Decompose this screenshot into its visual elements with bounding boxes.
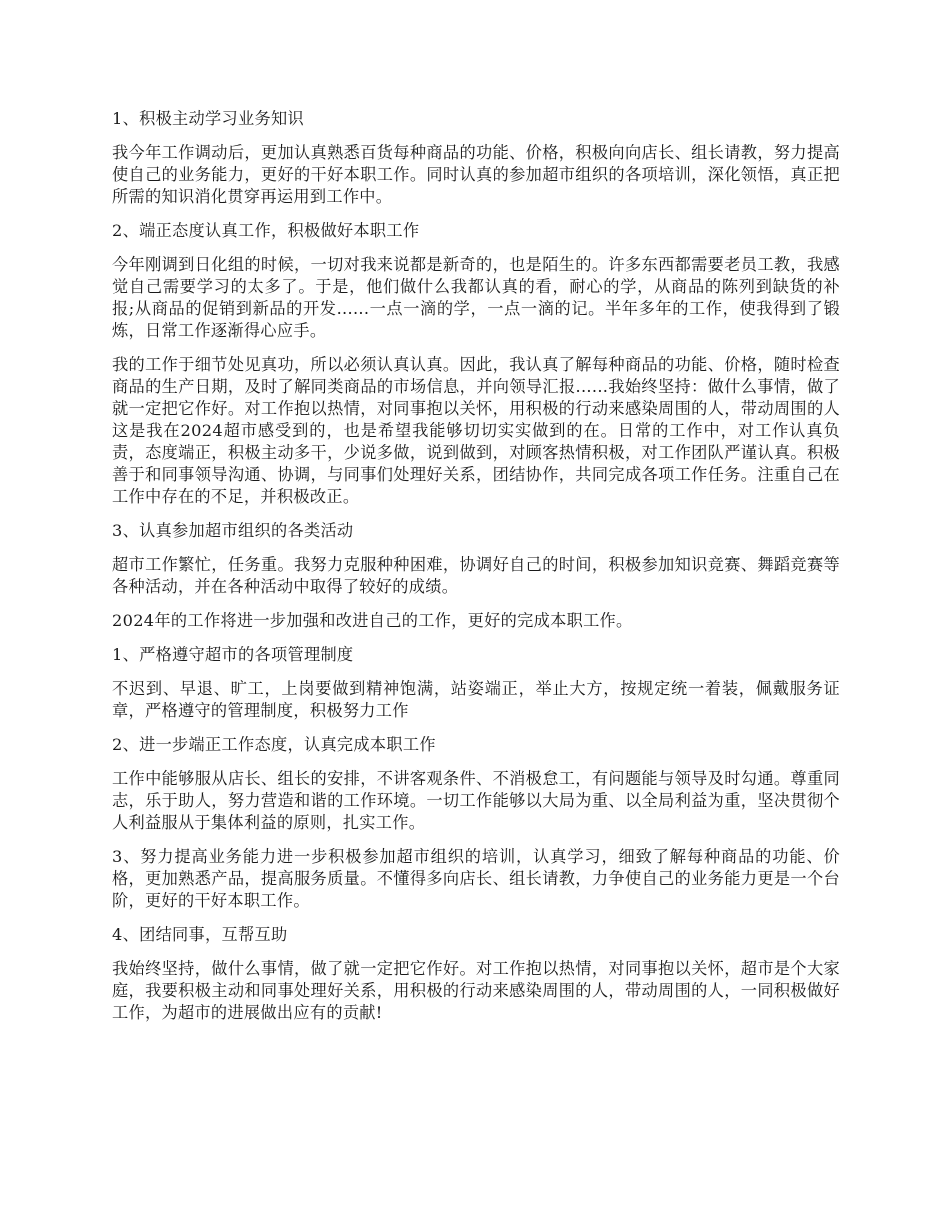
paragraph-1: 我今年工作调动后，更加认真熟悉百货每种商品的功能、价格，积极向向店长、组长请教，努力提高使自己的业务能力，更好的干好本职工作。同时认真的参加超市组织的各项培训，深化领悟，真正把所需的知识消化贯穿再运用到工作中。 bbox=[112, 143, 840, 206]
paragraph-4: 超市工作繁忙，任务重。我努力克服种种困难，协调好自己的时间，积极参加知识竞赛、舞蹈竞赛等各种活动，并在各种活动中取得了较好的成绩。 bbox=[112, 555, 840, 596]
paragraph-8: 3、努力提高业务能力进一步积极参加超市组织的培训，认真学习，细致了解每种商品的功能、价格，更加熟悉产品，提高服务质量。不懂得多向店长、组长请教，力争使自己的业务能力更是一个台阶，更好的干好本职工作。 bbox=[112, 847, 840, 910]
section-heading-2: 2、端正态度认真工作，积极做好本职工作 bbox=[112, 221, 420, 240]
section-heading-1: 1、积极主动学习业务知识 bbox=[112, 109, 304, 128]
plan-heading-4: 4、团结同事，互帮互助 bbox=[112, 925, 288, 944]
section-heading-3: 3、认真参加超市组织的各类活动 bbox=[112, 521, 354, 540]
paragraph-2: 今年刚调到日化组的时候，一切对我来说都是新奇的，也是陌生的。许多东西都需要老员工教，我感觉自己需要学习的太多了。于是，他们做什么我都认真的看，耐心的学，从商品的陈列到缺货的补报;从商品的促销到新品的开发......一点一滴的学，一点一滴的记。半年多年的工作，使我得到了锻炼，日常工作逐渐得心应手。 bbox=[112, 255, 840, 340]
document-body bbox=[112, 108, 840, 1036]
paragraph-9: 我始终坚持，做什么事情，做了就一定把它作好。对工作抱以热情，对同事抱以关怀，超市是个大家庭，我要积极主动和同事处理好关系，用积极的行动来感染周围的人，带动周围的人，一同积极做好工作，为超市的进展做出应有的贡献! bbox=[112, 959, 840, 1022]
paragraph-6: 不迟到、早退、旷工，上岗要做到精神饱满，站姿端正，举止大方，按规定统一着装，佩戴服务证章，严格遵守的管理制度，积极努力工作 bbox=[112, 679, 840, 720]
paragraph-5: 2024年的工作将进一步加强和改进自己的工作，更好的完成本职工作。 bbox=[112, 611, 633, 630]
plan-heading-2: 2、进一步端正工作态度，认真完成本职工作 bbox=[112, 735, 436, 754]
paragraph-7: 工作中能够服从店长、组长的安排，不讲客观条件、不消极怠工，有问题能与领导及时勾通。尊重同志，乐于助人，努力营造和谐的工作环境。一切工作能够以大局为重、以全局利益为重，坚决贯彻个人利益服从于集体利益的原则，扎实工作。 bbox=[112, 769, 840, 832]
plan-heading-1: 1、严格遵守超市的各项管理制度 bbox=[112, 645, 354, 664]
paragraph-3: 我的工作于细节处见真功，所以必须认真认真。因此，我认真了解每种商品的功能、价格，随时检查商品的生产日期，及时了解同类商品的市场信息，并向领导汇报......我始终坚持：做什么事情，做了就一定把它作好。对工作抱以热情，对同事抱以关怀，用积极的行动来感染周围的人，带动周围的人这是我在2024超市感受到的，也是希望我能够切切实实做到的在。日常的工作中，对工作认真负责，态度端正，积极主动多干，少说多做，说到做到，对顾客热情积极，对工作团队严谨认真。积极善于和同事领导沟通、协调，与同事们处理好关系，团结协作，共同完成各项工作任务。注重自己在工作中存在的不足，并积极改正。 bbox=[112, 355, 840, 506]
